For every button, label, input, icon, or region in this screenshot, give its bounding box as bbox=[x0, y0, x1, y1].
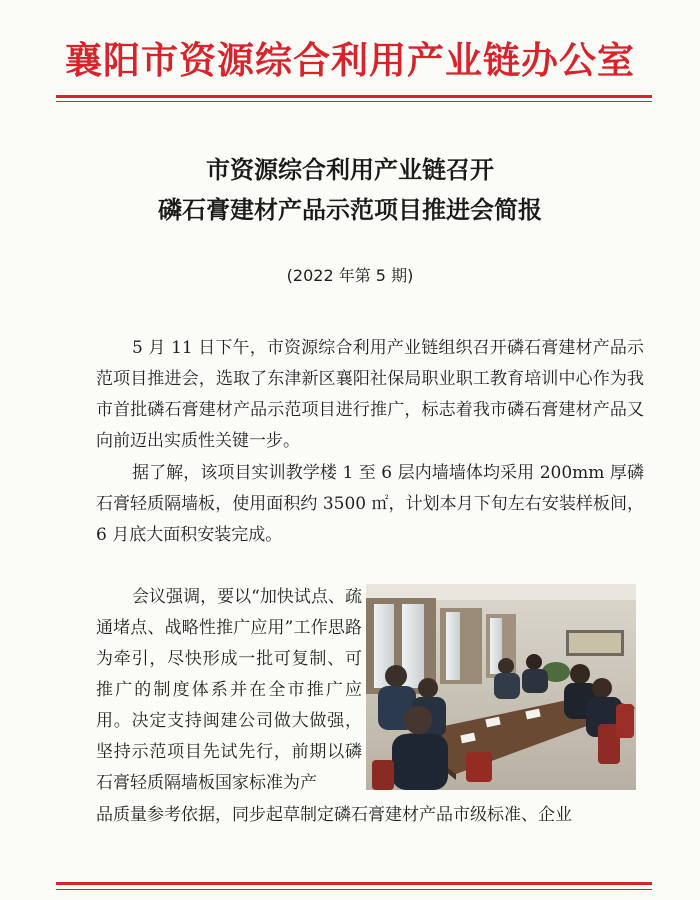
paragraph-1: 5 月 11 日下午，市资源综合利用产业链组织召开磷石膏建材产品示范项目推进会，选取了东津新区襄阳社保局职业职工教育培训中心作为我市首批磷石膏建材产品示范项目进行推广，标志着我市磷石膏建材产品又向前迈出实质性关键一步。 bbox=[96, 338, 644, 451]
meeting-photo bbox=[366, 584, 636, 790]
paragraph-2: 据了解，该项目实训教学楼 1 至 6 层内墙墙体均采用 200mm 厚磷石膏轻质隔墙板，使用面积约 3500 ㎡，计划本月下旬左右安装样板间，6 月底大面积安装完成。 bbox=[96, 463, 644, 545]
paragraph-4: 品质量参考依据，同步起草制定磷石膏建材产品市级标准、企业 bbox=[96, 805, 572, 825]
meeting-photo-illustration bbox=[366, 584, 636, 790]
masthead-title: 襄阳市资源综合利用产业链办公室 bbox=[65, 39, 635, 82]
document-title-line2: 磷石膏建材产品示范项目推进会简报 bbox=[158, 196, 542, 224]
paragraph-3: 会议强调，要以“加快试点、疏通堵点、战略性推广应用”工作思路为牵引，尽快形成一批可复制、可推广的制度体系并在全市推广应用。决定支持闽建公司做大做强，坚持示范项目先试先行，前期以磷石膏轻质隔墙板国家标准为产 bbox=[96, 587, 362, 793]
footer-rule-thin bbox=[56, 889, 652, 890]
header-rule-thin bbox=[56, 101, 652, 102]
footer-rule-thick bbox=[56, 882, 652, 885]
document-title-line1: 市资源综合利用产业链召开 bbox=[206, 156, 494, 184]
issue-number: (2022 年第 5 期) bbox=[286, 266, 414, 285]
header-rule-thick bbox=[56, 95, 652, 98]
